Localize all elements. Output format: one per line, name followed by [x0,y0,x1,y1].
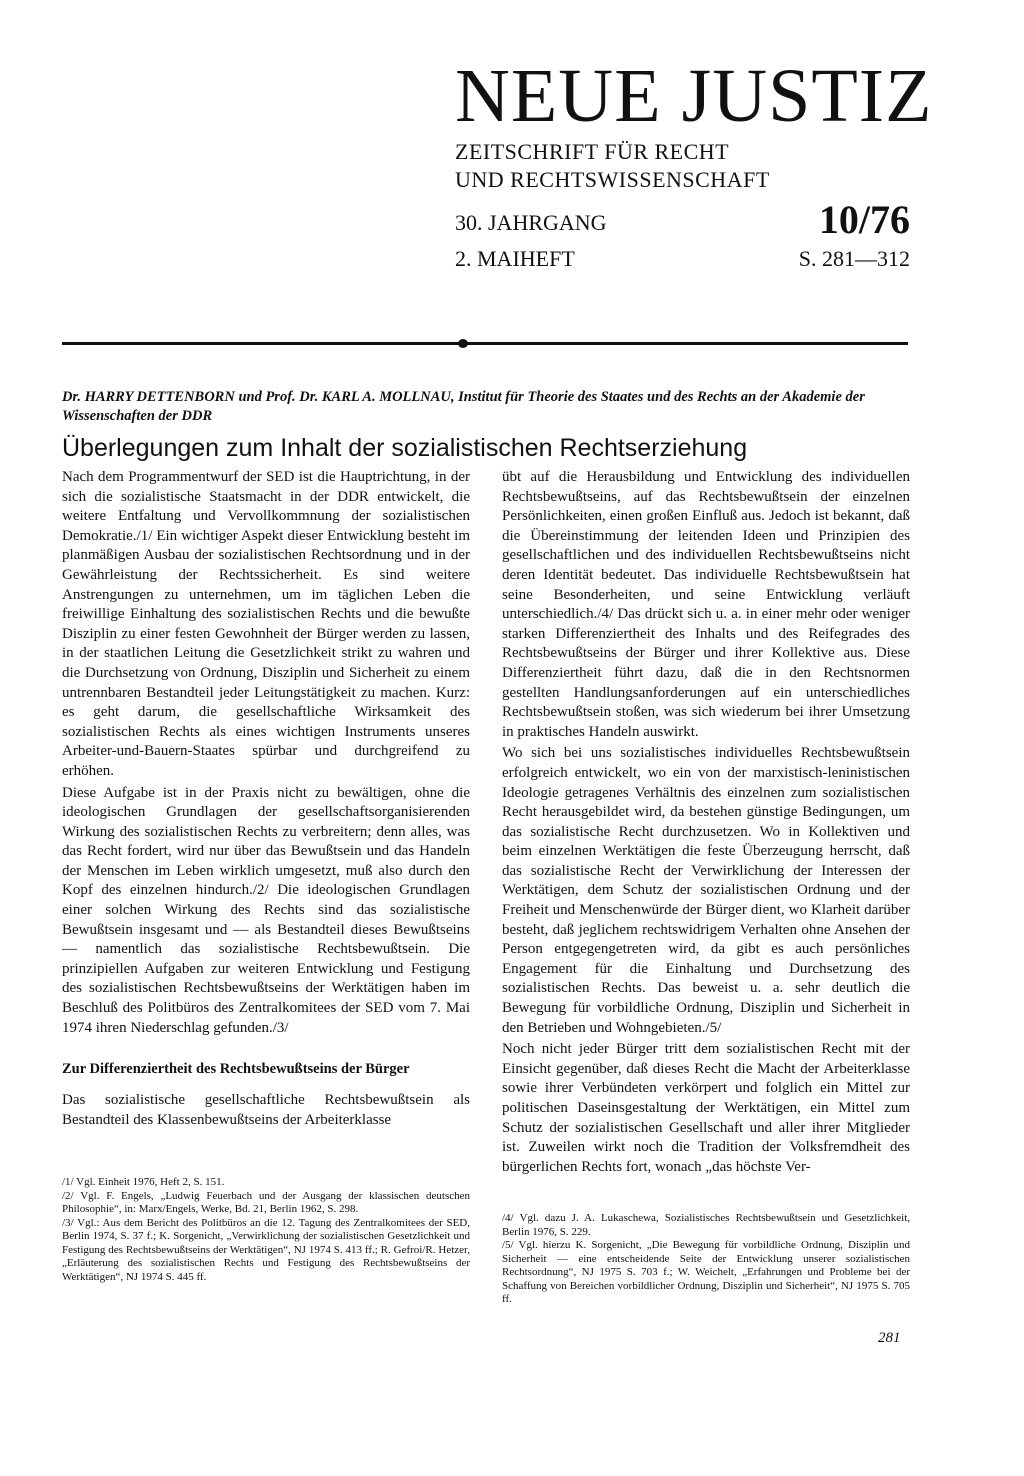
masthead [455,54,933,194]
paragraph: Diese Aufgabe ist in der Praxis nicht zu bewältigen, ohne die ideologischen Grundlagen der gesellschaftsorganisierenden Wirkung des sozialistischen Rechts zu verbreitern; denn alles, was das Recht fordert, wird nur über das Bewußtsein und das Handeln der Menschen im Leben wirklich umgesetzt, muß also durch den Kopf des einzelnen hindurch./2/ Die ideologischen Grundlagen einer solchen Wirkung des Rechts sind das sozialistische Bewußtsein insgesamt und — als Bestandteil dieses Bewußtseins — namentlich das sozialistische Rechtsbewußtsein. Die prinzipiellen Aufgaben zur weiteren Entwicklung und Festigung des sozialistischen Rechtsbewußtseins der Werktätigen haben im Beschluß des Politbüros des Zentralkomitees der SED vom 7. Mai 1974 ihren Niederschlag gefunden./3/ [62,784,470,1036]
journal-title: NEUE JUSTIZ [455,54,933,138]
journal-subtitle [455,138,925,194]
issue-row-pages [455,246,910,272]
footnote: /4/ Vgl. dazu J. A. Lukaschewa, Sozialistisches Rechtsbewußtsein und Gesetzlichkeit, Berlin 1976, S. 229. [502,1212,910,1238]
header-rule-ornament [458,339,468,348]
right-column [502,468,910,1177]
footnote: /1/ Vgl. Einheit 1976, Heft 2, S. 151. [62,1176,225,1188]
article-authors: Dr. HARRY DETTENBORN und Prof. Dr. KARL A. MOLLNAU, Institut für Theorie des Staates und des Rechts an der Akademie der Wissenschaften der DDR [62,389,865,424]
footnote: /5/ Vgl. hierzu K. Sorgenicht, „Die Bewegung für vorbildliche Ordnung, Disziplin und Sicherheit — eine entscheidende Seite der Entwicklung unserer sozialistischen Rechtsordnung“, NJ 1975 S. 703 f.; W. Weichelt, „Erfahrungen und Probleme bei der Schaffung von Bereichen vorbildlicher Ordnung, Disziplin und Sicherheit“, NJ 1975 S. 705 ff. [502,1239,910,1305]
issue-label: 2. MAIHEFT [455,246,575,271]
issue-row-volume [455,197,910,242]
page-range: S. 281—312 [798,246,910,271]
issue-number: 10/76 [818,197,910,242]
paragraph: übt auf die Herausbildung und Entwicklung des individuellen Rechtsbewußtseins, auf das Rechtsbewußtsein der einzelnen Persönlichkeiten, einen großen Einfluß aus. Jedoch ist bekannt, daß die Übereinstimmung der leitenden Ideen und Prinzipien des gesellschaftlichen und des individuellen Rechtsbewußtseins nicht deren Identität bedeutet. Das individuelle Rechtsbewußtsein hat seine Besonderheiten, und seine Entwicklung verläuft unterschiedlich./4/ Das drückt sich u. a. in einer mehr oder weniger starken Differenziertheit des Inhalts und des Reifegrades des Rechtsbewußtseins der Bürger und ihrer Kollektive aus. Diese Differenziertheit führt dazu, daß die in den Rechtsnormen gestellten Handlungsanforderungen auf ein unterschiedliches Rechtsbewußtsein stoßen, was sich wiederum bei ihrer Umsetzung in praktisches Handeln auswirkt. [502,469,910,740]
article-title: Überlegungen zum Inhalt der sozialistischen Rechtserziehung [62,434,748,462]
footnotes-right [502,1212,910,1307]
paragraph: Das sozialistische gesellschaftliche Rechtsbewußtsein als Bestandteil des Klassenbewußtseins der Arbeiterklasse [62,1092,470,1128]
paragraph: Nach dem Programmentwurf der SED ist die Hauptrichtung, in der sich die sozialistische Staatsmacht in der DDR entwickelt, die weitere Entfaltung und Vervollkommnung der sozialistischen Demokratie./1/ Ein wichtiger Aspekt dieser Entwicklung besteht im planmäßigen Ausbau der sozialistischen Rechtsordnung und in der Gewährleistung der Rechtssicherheit. Es sind weitere Anstrengungen zu unternehmen, um im täglichen Leben die freiwillige Einhaltung des sozialistischen Rechts und die bewußte Disziplin zu einer festen Gewohnheit der Bürger werden zu lassen, in der staatlichen Leitung die Gesetzlichkeit strikt zu wahren und die Durchsetzung von Ordnung, Disziplin und Sicherheit zu einem untrennbaren Bestandteil jeder Leitungstätigkeit zu machen. Kurz: es geht darum, die gesellschaftliche Wirksamkeit des sozialistischen Rechts als eines wichtigen Instruments unseres Arbeiter-und-Bauern-Staates spürbar und durchgreifend zu erhöhen. [62,469,470,779]
left-column [62,468,470,1130]
paragraph: Noch nicht jeder Bürger tritt dem sozialistischen Recht mit der Einsicht gegenüber, daß dieses Recht die Macht der Arbeiterklasse sowie ihrer Verbündeten verkörpert und folglich ein Mittel zur politischen Daseinsgestaltung der Werktätigen, ein Mittel zum Schutz der sozialistischen Gesellschaft und aller ihrer Mitglieder ist. Zuweilen wirkt noch die Tradition der Volksfremdheit des bürgerlichen Rechts fort, wonach „das höchste Ver- [502,1041,910,1175]
section-heading: Zur Differenziertheit des Rechtsbewußtseins der Bürger [62,1061,410,1078]
footnote: /3/ Vgl.: Aus dem Bericht des Politbüros an die 12. Tagung des Zentralkomitees der SED, Berlin 1974, S. 37 f.; K. Sorgenicht, „Verwirklichung der sozialistischen Gesetzlichkeit und Festigung des Rechtsbewußtseins der Werktätigen“, NJ 1974 S. 413 ff.; R. Gefroi/R. Hetzer, „Erläuterung des sozialistischen Rechts und Festigung des Rechtsbewußtseins der Werktätigen“, NJ 1974 S. 445 ff. [62,1216,470,1283]
paragraph: Wo sich bei uns sozialistisches individuelles Rechtsbewußtsein erfolgreich entwickelt, wo ein von der marxistisch-leninistischen Ideologie getragenes Verhältnis des einzelnen zum sozialistischen Recht herausgebildet wird, da bestehen günstige Bedingungen, um das sozialistische Recht durchzusetzen. Wo in Kollektiven und beim einzelnen Werktätigen die feste Überzeugung herrscht, daß das sozialistische Recht der Verwirklichung der Interessen der Werktätigen, dem Schutz der sozialistischen Ordnung und der Freiheit und Menschenwürde der Bürger dient, wo Klarheit darüber besteht, daß jeglichem rechtswidrigem Verhalten ohne Ansehen der Person entgegengetreten wird, da gibt es auch persönliches Engagement für die Einhaltung und Durchsetzung des sozialistischen Rechts. Das beweist u. a. sehr deutlich die Bewegung für vorbildliche Ordnung, Disziplin und Sicherheit in den Betrieben und Wohngebieten./5/ [502,745,910,1036]
volume-label: 30. JAHRGANG [455,210,607,235]
header-rule [62,342,908,345]
footnote: /2/ Vgl. F. Engels, „Ludwig Feuerbach und der Ausgang der klassischen deutschen Philosophie“, in: Marx/Engels, Werke, Bd. 21, Berlin 1962, S. 298. [62,1189,470,1215]
footnotes-left [62,1176,470,1284]
subtitle-line-2: UND RECHTSWISSENSCHAFT [455,167,770,192]
subtitle-line-1: ZEITSCHRIFT FÜR RECHT [455,139,730,164]
page-number: 281 [878,1330,901,1346]
